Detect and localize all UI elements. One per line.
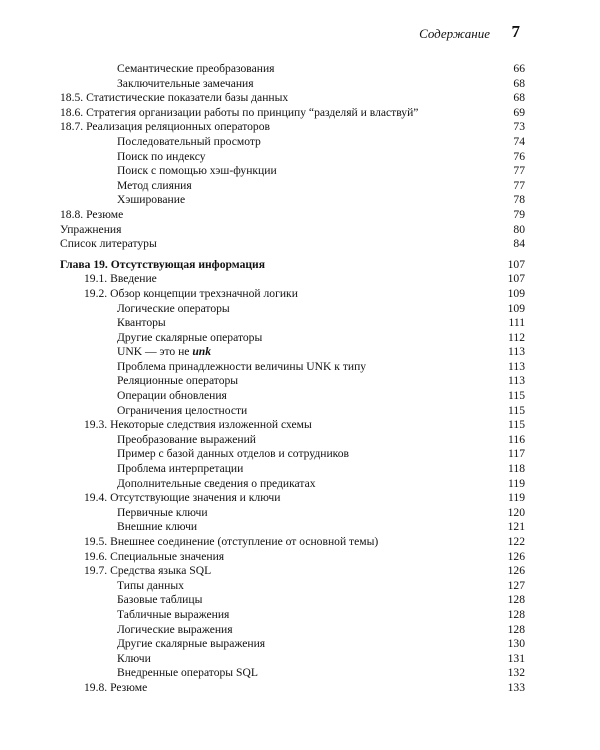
toc-entry-page: 113: [508, 345, 525, 359]
toc-entry-page: 77: [513, 178, 525, 192]
toc-entry: [0, 506, 600, 521]
toc-entry: [0, 316, 600, 331]
toc-entry-title: Ключи: [117, 651, 151, 665]
toc-entry-title: Глава 19. Отсутствующая информация: [60, 257, 266, 271]
toc-entry-title: Поиск с помощью хэш-функции: [117, 164, 277, 178]
toc-entry-page: 128: [507, 607, 525, 621]
toc-entry: [0, 535, 600, 550]
toc-entry: [0, 360, 600, 375]
toc-entry: [0, 477, 600, 492]
toc-entry-title: Операции обновления: [117, 389, 227, 403]
toc-entry-title: Упражнения: [60, 222, 122, 236]
toc-entry-page: 128: [507, 622, 525, 636]
toc-entry: [0, 433, 600, 448]
toc-entry-title: UNK — это не unk: [117, 345, 212, 359]
toc-entry-page: 109: [507, 286, 525, 300]
toc-entry: [0, 447, 600, 462]
toc-entry-title: Преобразование выражений: [117, 432, 257, 446]
toc-entry-title: Семантические преобразования: [117, 62, 275, 75]
toc-entry-page: 113: [508, 359, 525, 373]
page-number: 7: [511, 22, 520, 41]
toc-entry-title: 18.6. Стратегия организации работы по принципу “разделяй и властвуй”: [60, 105, 419, 119]
toc-entry-page: 120: [507, 505, 525, 519]
toc-entry: [0, 193, 600, 208]
toc-entry: [0, 77, 600, 92]
table-of-contents: [0, 62, 600, 696]
toc-entry-title: Другие скалярные операторы: [117, 330, 263, 344]
toc-entry-page: 117: [508, 447, 525, 461]
toc-entry-title: Базовые таблицы: [117, 593, 203, 607]
toc-entry-page: 79: [513, 207, 525, 221]
toc-entry: [0, 223, 600, 238]
toc-entry: [0, 520, 600, 535]
toc-entry: [0, 120, 600, 135]
toc-entry: [0, 404, 600, 419]
toc-entry-title: Дополнительные сведения о предикатах: [117, 476, 316, 490]
toc-entry: [0, 681, 600, 696]
toc-entry: [0, 564, 600, 579]
toc-entry-title: 18.7. Реализация реляционных операторов: [60, 120, 271, 134]
toc-entry-title: 19.2. Обзор концепции трехзначной логики: [84, 286, 298, 300]
toc-entry: [0, 374, 600, 389]
toc-entry-page: 107: [507, 257, 525, 271]
toc-entry: [0, 106, 600, 121]
toc-entry: [0, 331, 600, 346]
toc-entry-page: 122: [507, 535, 525, 548]
toc-entry: [0, 579, 600, 594]
toc-entry-title: Последовательный просмотр: [117, 134, 261, 148]
toc-entry-title: Проблема интерпретации: [117, 462, 244, 476]
toc-entry-page: 119: [508, 476, 525, 490]
toc-entry-title: Первичные ключи: [117, 505, 208, 519]
toc-entry-page: 115: [508, 403, 525, 417]
toc-entry-title: Пример с базой данных отделов и сотрудников: [117, 447, 349, 461]
toc-entry: [0, 608, 600, 623]
toc-entry-title: 19.6. Специальные значения: [84, 549, 225, 563]
toc-entry-page: 113: [508, 374, 525, 388]
toc-entry-title: Логические выражения: [117, 622, 233, 636]
toc-entry-page: 112: [508, 330, 525, 344]
toc-entry: [0, 62, 600, 77]
toc-entry-page: 119: [508, 491, 525, 505]
toc-entry-title: 19.1. Введение: [84, 272, 157, 286]
toc-chapter-heading: [0, 258, 600, 273]
toc-entry: [0, 491, 600, 506]
toc-entry-page: 109: [507, 301, 525, 315]
toc-entry-page: 127: [507, 578, 525, 592]
toc-entry-title: Внешние ключи: [117, 520, 198, 534]
toc-entry-title: Хэширование: [117, 193, 186, 207]
toc-entry: [0, 593, 600, 608]
toc-entry: [0, 179, 600, 194]
toc-entry-title: Логические операторы: [117, 301, 230, 315]
toc-entry: [0, 150, 600, 165]
toc-entry-title: Проблема принадлежности величины UNK к типу: [117, 359, 367, 373]
toc-entry-title: Реляционные операторы: [117, 374, 239, 388]
toc-entry-page: 73: [513, 120, 525, 134]
toc-entry: [0, 623, 600, 638]
toc-entry-page: 126: [507, 564, 525, 578]
toc-entry: [0, 462, 600, 477]
toc-entry-title: Поиск по индексу: [117, 149, 206, 163]
toc-entry-page: 130: [507, 637, 525, 651]
toc-entry: [0, 164, 600, 179]
toc-entry-page: 68: [513, 91, 525, 105]
toc-entry-title: Ограничения целостности: [117, 403, 248, 417]
toc-entry: [0, 418, 600, 433]
toc-entry: [0, 135, 600, 150]
toc-entry: [0, 652, 600, 667]
toc-entry: [0, 237, 600, 252]
toc-entry: [0, 287, 600, 302]
toc-entry-title: Список литературы: [60, 237, 157, 251]
toc-entry-title: 19.3. Некоторые следствия изложенной схемы: [84, 418, 312, 432]
toc-entry: [0, 637, 600, 652]
toc-entry: [0, 302, 600, 317]
toc-entry-page: 76: [513, 149, 525, 163]
toc-entry-title: Табличные выражения: [117, 607, 230, 621]
running-head: [0, 22, 520, 42]
toc-entry-page: 80: [513, 222, 525, 236]
toc-entry-title: 19.4. Отсутствующие значения и ключи: [84, 491, 281, 505]
toc-entry-page: 69: [513, 105, 525, 119]
toc-entry-title: Типы данных: [117, 578, 184, 592]
toc-entry: [0, 272, 600, 287]
toc-entry-page: 107: [507, 272, 525, 286]
toc-entry: [0, 345, 600, 360]
running-head-title: Содержание: [419, 26, 490, 41]
toc-entry: [0, 208, 600, 223]
toc-entry-page: 131: [507, 651, 525, 665]
toc-entry-title: Другие скалярные выражения: [117, 637, 266, 651]
toc-entry: [0, 389, 600, 404]
toc-entry-page: 74: [513, 134, 525, 148]
toc-entry-page: 126: [507, 549, 525, 563]
toc-entry-page: 66: [513, 62, 525, 75]
toc-entry-title: Внедренные операторы SQL: [117, 666, 258, 680]
toc-entry-page: 84: [513, 237, 525, 251]
toc-section-chapter-18-continued: [0, 62, 600, 252]
toc-entry-page: 115: [508, 418, 525, 432]
toc-section-chapter-19: [0, 258, 600, 696]
toc-entry: [0, 666, 600, 681]
toc-entry-page: 115: [508, 389, 525, 403]
toc-entry-title: Заключительные замечания: [117, 76, 254, 90]
toc-entry-title: 18.8. Резюме: [60, 207, 124, 221]
toc-entry-page: 133: [507, 680, 525, 694]
toc-entry-title: Метод слияния: [117, 178, 192, 192]
toc-entry-page: 116: [508, 432, 525, 446]
toc-entry-title: 19.5. Внешнее соединение (отступление от основной темы): [84, 535, 379, 548]
toc-entry: [0, 550, 600, 565]
toc-entry-title: 19.8. Резюме: [84, 680, 148, 694]
toc-entry-title: 18.5. Статистические показатели базы данных: [60, 91, 289, 105]
toc-entry-title: 19.7. Средства языка SQL: [84, 564, 212, 578]
toc-entry-page: 121: [507, 520, 525, 534]
toc-entry-page: 111: [508, 316, 525, 330]
toc-entry-page: 118: [508, 462, 525, 476]
toc-entry-page: 132: [507, 666, 525, 680]
toc-entry-page: 77: [513, 164, 525, 178]
toc-entry-page: 68: [513, 76, 525, 90]
toc-entry: [0, 91, 600, 106]
toc-entry-title: Кванторы: [117, 316, 166, 330]
toc-entry-page: 128: [507, 593, 525, 607]
toc-entry-page: 78: [513, 193, 525, 207]
